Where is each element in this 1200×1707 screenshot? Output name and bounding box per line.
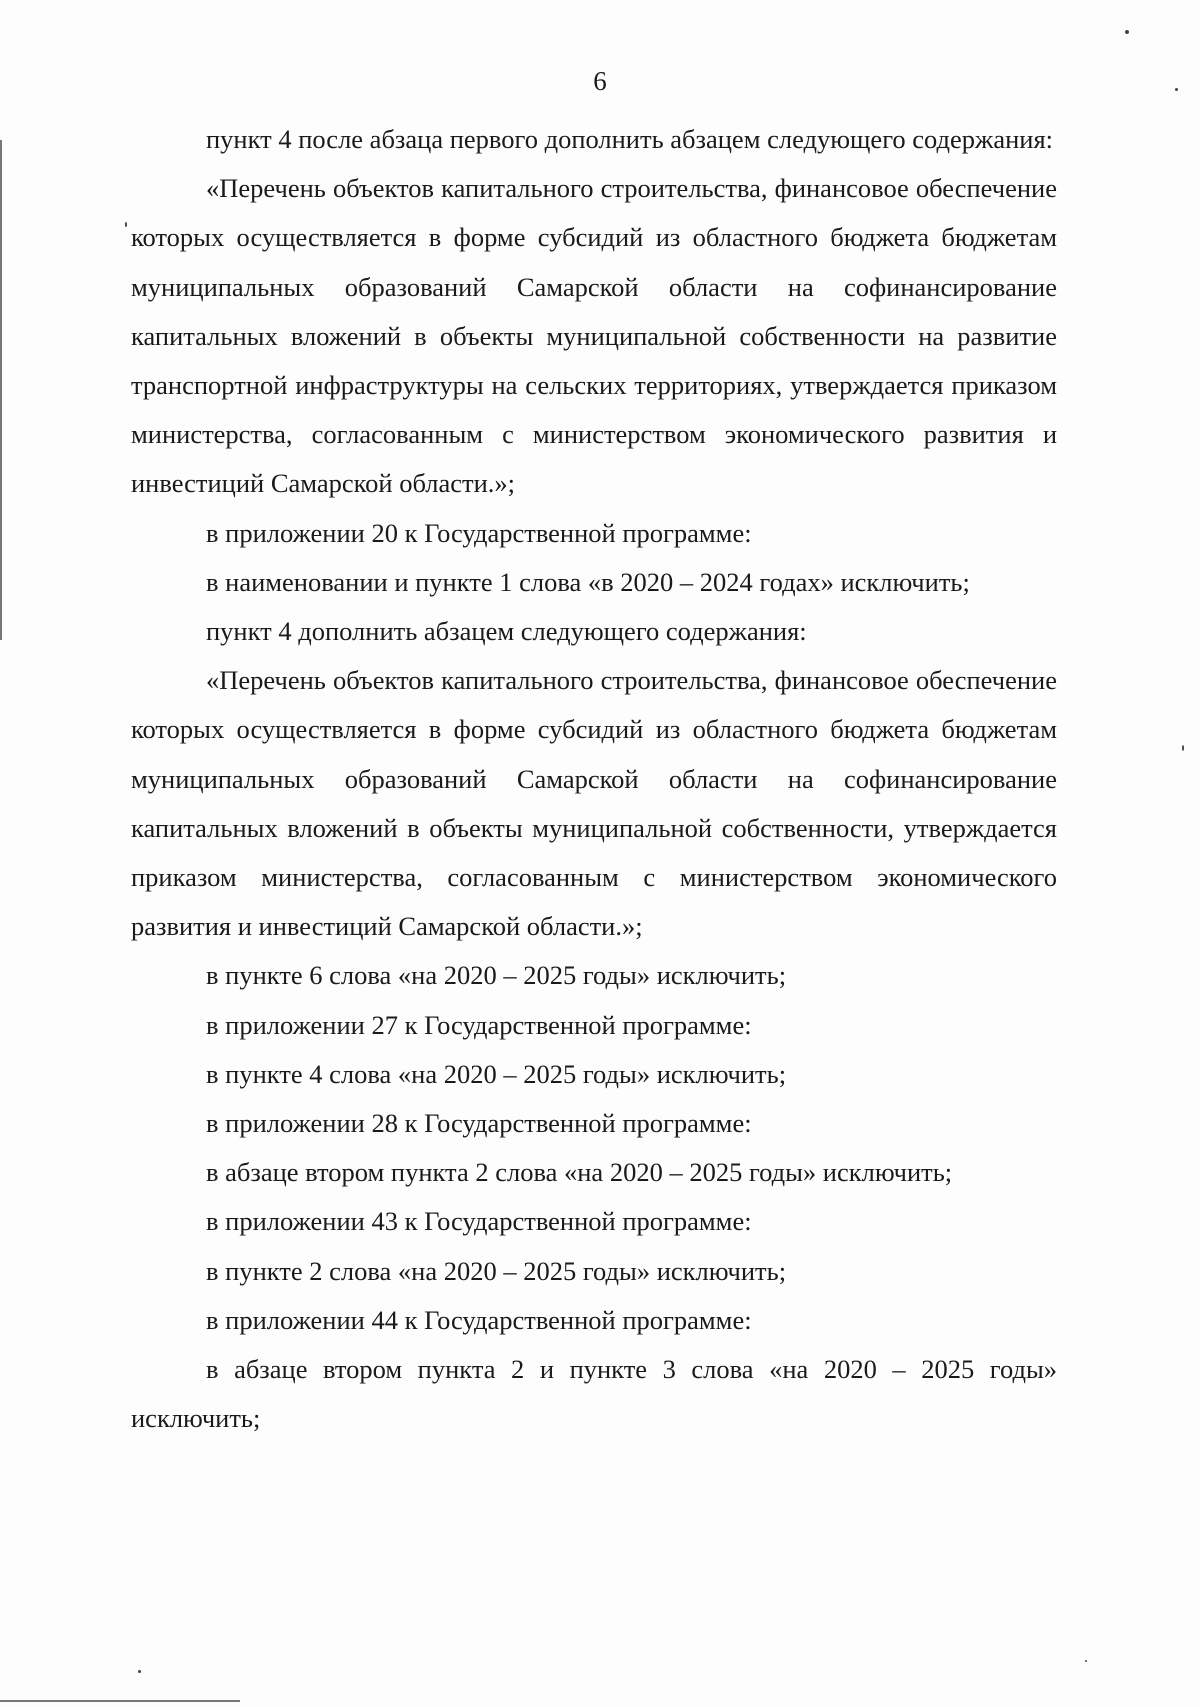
scan-speck: [1085, 1660, 1087, 1662]
scan-edge-line: [0, 1700, 240, 1702]
paragraph: в приложении 43 к Государственной программе:: [206, 1206, 752, 1237]
paragraph: в пункте 2 слова «на 2020 – 2025 годы» исключить;: [206, 1255, 787, 1286]
document-body: [131, 115, 1057, 1443]
scan-speck: [125, 222, 127, 227]
paragraph: в наименовании и пункте 1 слова «в 2020 – 2024 годах» исключить;: [206, 566, 970, 597]
paragraph: пункт 4 после абзаца первого дополнить абзацем следующего содержания:: [206, 124, 1054, 154]
scan-speck: [1182, 745, 1184, 751]
paragraph: в абзаце втором пункта 2 и пункте 3 слова «на 2020 – 2025 годы» исключить;: [131, 1354, 1057, 1434]
paragraph: «Перечень объектов капитального строительства, финансовое обеспечение которых осуществляется в форме субсидий из областного бюджета бюджетам муниципальных образований Самарской области на софинансирование капитальных вложений в объекты муниципальной собственности, утверждается приказом министерства, согласованным с министерством экономического развития и инвестиций Самарской области.»;: [131, 665, 1057, 942]
paragraph: в пункте 6 слова «на 2020 – 2025 годы» исключить;: [206, 960, 787, 991]
scan-speck: [138, 1670, 141, 1673]
paragraph: в пункте 4 слова «на 2020 – 2025 годы» исключить;: [206, 1058, 787, 1089]
paragraph: в приложении 44 к Государственной программе:: [206, 1304, 752, 1335]
page-number: 6: [593, 66, 607, 96]
paragraph: в приложении 28 к Государственной программе:: [206, 1108, 752, 1139]
paragraph: в приложении 27 к Государственной программе:: [206, 1009, 752, 1040]
scan-speck: [1125, 30, 1129, 34]
paragraph: в приложении 20 к Государственной программе:: [206, 517, 752, 548]
paragraph: пункт 4 дополнить абзацем следующего содержания:: [206, 616, 807, 647]
paragraph: в абзаце втором пункта 2 слова «на 2020 – 2025 годы» исключить;: [206, 1157, 953, 1188]
scan-speck: [1175, 88, 1178, 91]
paragraph: «Перечень объектов капитального строительства, финансовое обеспечение которых осуществляется в форме субсидий из областного бюджета бюджетам муниципальных образований Самарской области на софинансирование капитальных вложений в объекты муниципальной собственности на развитие транспортной инфраструктуры на сельских территориях, утверждается приказом министерства, согласованным с министерством экономического развития и инвестиций Самарской области.»;: [131, 173, 1057, 499]
scan-edge-line: [0, 140, 2, 640]
